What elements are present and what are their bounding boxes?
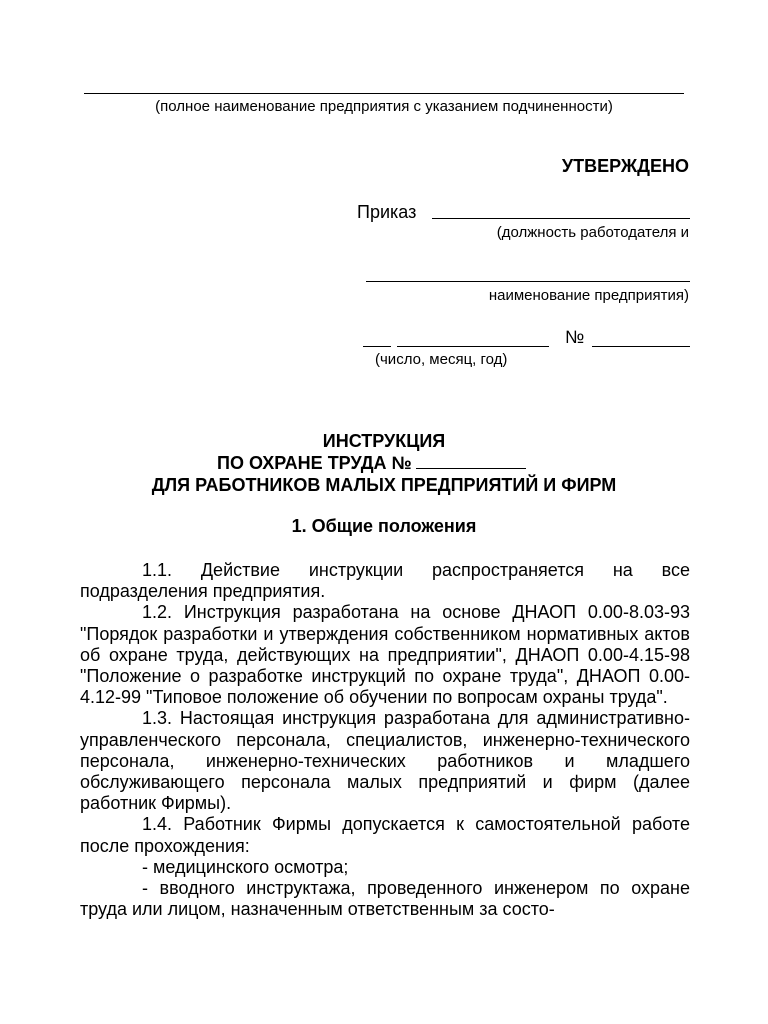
list-item-briefing: - вводного инструктажа, проведенного инженером по охране труда или лицом, назначенным ответственным за состо- xyxy=(80,878,690,920)
number-line xyxy=(592,346,690,347)
doc-title-line1: ИНСТРУКЦИЯ xyxy=(322,431,446,451)
list-item-medical: - медицинского осмотра; xyxy=(142,856,349,877)
order-line xyxy=(432,218,690,219)
paragraph-1-3: 1.3. Настоящая инструкция разработана для административно-управленческого персонала, специалистов, инженерно-технического персонала, инженерно-технических работников и младшего обслуживающего персонала малых предприятий и фирм (далее работник Фирмы). xyxy=(80,708,690,814)
instruction-number-line xyxy=(416,452,526,469)
order-label: Приказ xyxy=(357,202,417,222)
company-name-line xyxy=(84,93,684,94)
enterprise-line xyxy=(366,281,690,282)
paragraph-1-4: 1.4. Работник Фирмы допускается к самостоятельной работе после прохождения: xyxy=(80,814,690,856)
date-caption: (число, месяц, год) xyxy=(375,351,508,368)
position-caption: (должность работодателя и xyxy=(496,224,689,241)
company-caption: (полное наименование предприятия с указанием подчиненности) xyxy=(155,98,613,115)
paragraph-1-2: 1.2. Инструкция разработана на основе ДНАОП 0.00-8.03-93 "Порядок разработки и утверждения собственником нормативных актов об охране труда, действующих на предприятии", ДНАОП 0.00-4.15-98 "Положение о разработке инструкций по охране труда", ДНАОП 0.00-4.12-99 "Типовое положение об обучении по вопросам охраны труда". xyxy=(80,602,690,708)
section-heading: 1. Общие положения xyxy=(291,516,477,536)
paragraph-1-1: 1.1. Действие инструкции распространяется на все подразделения предприятия. xyxy=(80,560,690,602)
date-line xyxy=(397,346,549,347)
section-body xyxy=(80,560,690,920)
doc-title-line3: ДЛЯ РАБОТНИКОВ МАЛЫХ ПРЕДПРИЯТИЙ И ФИРМ xyxy=(151,475,617,495)
doc-title-line2-text: ПО ОХРАНЕ ТРУДА № xyxy=(217,453,412,473)
doc-title-line2 xyxy=(217,452,526,474)
number-sign: № xyxy=(565,327,585,347)
enterprise-caption: наименование предприятия) xyxy=(488,287,689,304)
approved-label: УТВЕРЖДЕНО xyxy=(561,156,689,176)
date-line-short xyxy=(363,346,391,347)
